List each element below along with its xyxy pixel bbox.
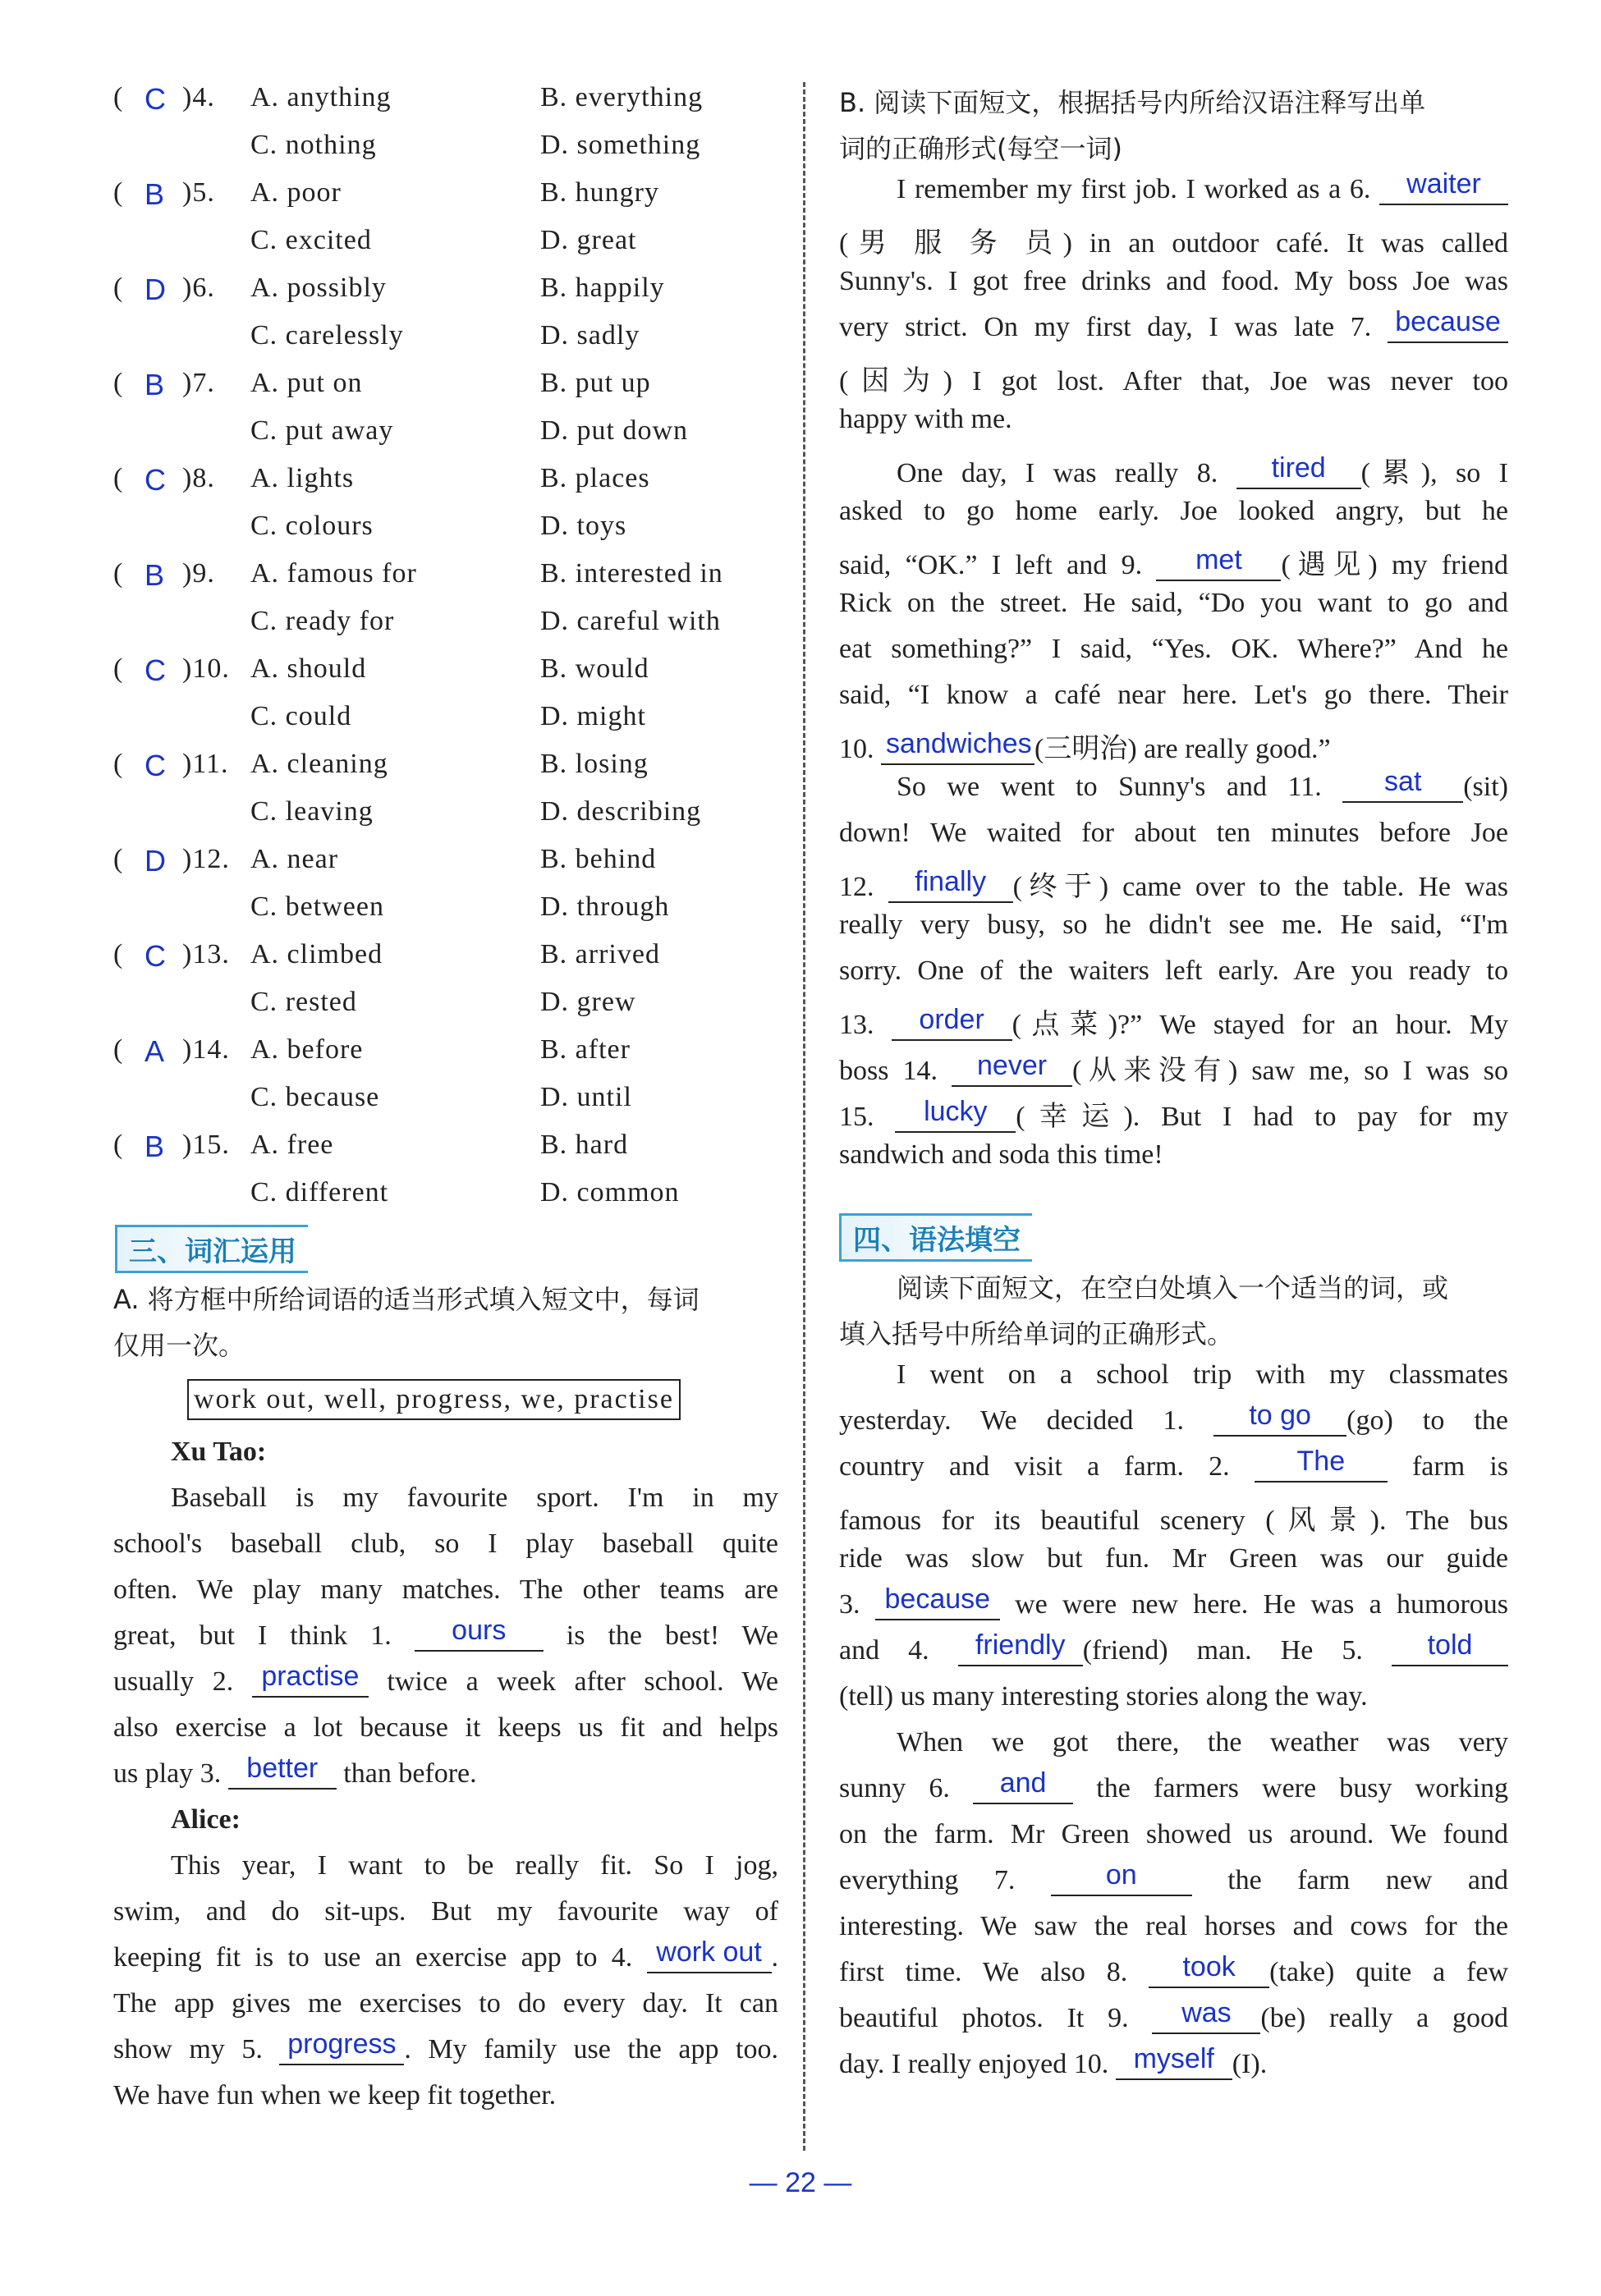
text-line: eat something?” I said, “Yes. OK. Where?” And he: [839, 634, 1508, 664]
mc-number: )6.: [182, 273, 215, 303]
answer-blank-12: finally: [888, 873, 1013, 903]
mc-option-d: D. sadly: [540, 320, 640, 351]
text-line: usually 2. practise twice a week after school. We: [113, 1661, 779, 1697]
answer-blank-3: better: [228, 1759, 337, 1790]
answer-blank-2: practise: [252, 1667, 369, 1698]
mc-option-b: B. happily: [540, 273, 665, 303]
text-line: 13. order (点菜)?” We stayed for an hour. My: [839, 1004, 1508, 1040]
mc-number: )15.: [182, 1130, 230, 1160]
text-line: Baseball is my favourite sport. I'm in my: [171, 1483, 778, 1513]
text-line: great, but I think 1. ours is the best! We: [113, 1615, 779, 1651]
mc-answer: B: [145, 368, 166, 401]
mc-question-row: [0, 177, 800, 218]
mc-option-c: C. nothing: [250, 130, 377, 160]
column-divider: [803, 82, 805, 2151]
mc-number: )9.: [182, 558, 215, 589]
grammar-blank-2: The: [1255, 1452, 1388, 1483]
answer-blank-1: ours: [415, 1621, 544, 1652]
answer-blank-14: never: [952, 1056, 1072, 1087]
mc-number: )10.: [182, 653, 230, 684]
mc-answer: A: [145, 1034, 166, 1068]
mc-option-d: D. toys: [540, 511, 627, 541]
mc-option-a: A. free: [250, 1130, 334, 1160]
instruction-b-line1: B. 阅读下面短文，根据括号内所给汉语注释写出单: [839, 87, 1426, 118]
text-line: When we got there, the weather was very: [897, 1727, 1508, 1758]
mc-option-d: D. careful with: [540, 606, 721, 636]
grammar-blank-4: friendly: [958, 1636, 1083, 1666]
mc-question-row-2: [0, 891, 800, 933]
mc-paren: (: [113, 1130, 124, 1160]
mc-answer: C: [145, 653, 167, 687]
grammar-blank-10: myself: [1116, 2050, 1232, 2080]
text-line: very strict. On my first day, I was late 7. because: [839, 312, 1508, 343]
text-line: 10. sandwiches(三明治) are really good.”: [839, 728, 1331, 764]
mc-option-c: C. because: [250, 1082, 380, 1112]
text-line: first time. We also 8. took (take) quite a few: [839, 1951, 1508, 1987]
answer-blank-8: tired: [1236, 459, 1361, 489]
mc-answer: B: [145, 1130, 166, 1163]
text-line: (男 服 务 员) in an outdoor café. It was called: [839, 228, 1508, 259]
mc-answer: D: [145, 844, 167, 878]
mc-number: )5.: [182, 177, 215, 208]
text-line: 3. because we were new here. He was a humorous: [839, 1583, 1508, 1620]
instruction-b-line2: 词的正确形式(每空一词): [839, 133, 1122, 164]
text-line: day. I really enjoyed 10. myself (I).: [839, 2043, 1268, 2079]
mc-option-d: D. describing: [540, 796, 702, 827]
answer-blank-5: progress: [279, 2035, 404, 2065]
mc-question-row-2: [0, 796, 800, 837]
mc-question-row-2: [0, 320, 800, 361]
mc-option-c: C. carelessly: [250, 320, 404, 351]
answer-blank-9: met: [1156, 551, 1281, 581]
grammar-blank-3: because: [875, 1590, 1000, 1620]
grammar-blank-7: on: [1051, 1866, 1192, 1896]
text-line: show my 5. progress . My family use the app too.: [113, 2028, 779, 2065]
text-line: asked to go home early. Joe looked angry, but he: [839, 496, 1508, 526]
text-line: everything 7. on the farm new and: [839, 1859, 1508, 1895]
section-title-grammar: 四、语法填空: [839, 1213, 1032, 1262]
text-line: I remember my first job. I worked as a 6. waiter: [897, 174, 1508, 205]
answer-blank-13: order: [892, 1011, 1012, 1041]
mc-question-row: [0, 1130, 800, 1171]
mc-option-a: A. poor: [250, 177, 342, 208]
text-line: interesting. We saw the real horses and cows for the: [839, 1911, 1508, 1941]
mc-question-row: [0, 939, 800, 980]
mc-paren: (: [113, 368, 124, 398]
mc-number: )13.: [182, 939, 230, 969]
grammar-blank-5: told: [1392, 1636, 1508, 1666]
mc-number: )11.: [182, 749, 229, 779]
page-number: — 22 —: [749, 2167, 852, 2198]
text-line: We have fun when we keep fit together.: [113, 2080, 557, 2110]
text-line: yesterday. We decided 1. to go (go) to the: [839, 1400, 1508, 1436]
mc-option-d: D. great: [540, 225, 637, 255]
mc-option-a: A. near: [250, 844, 339, 874]
mc-option-a: A. anything: [250, 82, 392, 112]
mc-option-a: A. before: [250, 1034, 364, 1065]
mc-paren: (: [113, 177, 124, 208]
mc-option-c: C. between: [250, 891, 384, 922]
mc-paren: (: [113, 463, 124, 493]
text-line: famous for its beautiful scenery (风景). The bus: [839, 1505, 1508, 1536]
mc-paren: (: [113, 273, 124, 303]
mc-option-d: D. until: [540, 1082, 632, 1112]
mc-option-c: C. rested: [250, 987, 357, 1017]
mc-number: )4.: [182, 82, 215, 112]
speaker-xu-tao: Xu Tao:: [171, 1437, 267, 1467]
text-line: sunny 6. and the farmers were busy working: [839, 1767, 1509, 1803]
mc-answer: C: [145, 749, 167, 782]
mc-option-c: C. leaving: [250, 796, 374, 827]
mc-option-a: A. climbed: [250, 939, 383, 969]
grammar-blank-9: was: [1152, 2004, 1260, 2034]
mc-question-row-2: [0, 606, 800, 647]
text-line: (tell) us many interesting stories along the way.: [839, 1681, 1368, 1712]
mc-option-d: D. put down: [540, 415, 689, 446]
grammar-blank-6: and: [973, 1774, 1073, 1804]
mc-question-row: [0, 558, 800, 599]
mc-number: )8.: [182, 463, 215, 493]
text-line: also exercise a lot because it keeps us fit and helps: [113, 1712, 778, 1743]
mc-number: )12.: [182, 844, 230, 874]
mc-option-b: B. hard: [540, 1130, 629, 1160]
mc-option-b: B. after: [540, 1034, 631, 1065]
instruction-a-line1: A. 将方框中所给词语的适当形式填入短文中，每词: [113, 1284, 700, 1315]
speaker-alice: Alice:: [171, 1804, 241, 1835]
mc-paren: (: [113, 844, 124, 874]
mc-option-b: B. put up: [540, 368, 651, 398]
instruction-grammar-line2: 填入括号中所给单词的正确形式。: [839, 1318, 1234, 1350]
mc-question-row-2: [0, 1177, 800, 1218]
mc-paren: (: [113, 653, 124, 684]
text-line: So we went to Sunny's and 11. sat (sit): [897, 766, 1509, 802]
mc-answer: D: [145, 273, 167, 306]
grammar-blank-1: to go: [1213, 1406, 1346, 1437]
text-line: said, “OK.” I left and 9. met (遇见) my friend: [839, 544, 1508, 580]
text-line: Sunny's. I got free drinks and food. My boss Joe was: [839, 266, 1508, 296]
mc-option-a: A. possibly: [250, 273, 387, 303]
text-line: sorry. One of the waiters left early. Are you ready to: [839, 956, 1508, 986]
mc-answer: C: [145, 82, 167, 116]
answer-blank-7: because: [1388, 313, 1508, 343]
text-line: and 4. friendly (friend) man. He 5. told: [839, 1635, 1508, 1666]
mc-answer: B: [145, 177, 166, 211]
mc-option-b: B. would: [540, 653, 649, 684]
mc-question-row: [0, 82, 800, 123]
answer-blank-11: sat: [1342, 772, 1463, 803]
mc-option-b: B. losing: [540, 749, 649, 779]
mc-option-d: D. something: [540, 130, 701, 160]
mc-answer: C: [145, 463, 167, 497]
word-box: work out, well, progress, we, practise: [187, 1379, 681, 1420]
mc-question-row-2: [0, 987, 800, 1028]
mc-option-d: D. through: [540, 891, 670, 922]
text-line: This year, I want to be really fit. So I jog,: [171, 1850, 778, 1881]
answer-blank-15: lucky: [895, 1102, 1016, 1133]
text-line: often. We play many matches. The other teams are: [113, 1574, 778, 1605]
mc-paren: (: [113, 558, 124, 589]
mc-option-a: A. cleaning: [250, 749, 388, 779]
answer-blank-4: work out: [647, 1943, 772, 1973]
text-line: sandwich and soda this time!: [839, 1139, 1163, 1170]
mc-option-a: A. famous for: [250, 558, 417, 589]
text-line: 12. finally (终于) came over to the table. He was: [839, 866, 1509, 902]
mc-option-c: C. ready for: [250, 606, 395, 636]
mc-option-b: B. hungry: [540, 177, 659, 208]
text-line: said, “I know a café near here. Let's go there. Their: [839, 680, 1508, 710]
answer-blank-6: waiter: [1379, 175, 1508, 205]
mc-answer: B: [145, 558, 166, 592]
text-line: keeping fit is to use an exercise app to 4. work out .: [113, 1936, 779, 1973]
mc-answer: C: [145, 939, 167, 973]
mc-option-b: B. places: [540, 463, 650, 493]
mc-option-c: C. put away: [250, 415, 394, 446]
mc-number: )7.: [182, 368, 215, 398]
mc-number: )14.: [182, 1034, 230, 1065]
text-line: school's baseball club, so I play baseball quite: [113, 1528, 778, 1559]
mc-paren: (: [113, 82, 124, 112]
mc-question-row: [0, 368, 800, 409]
mc-question-row: [0, 273, 800, 314]
text-line: Rick on the street. He said, “Do you want to go and: [839, 588, 1508, 618]
mc-question-row-2: [0, 415, 800, 456]
text-line: happy with me.: [839, 404, 1012, 434]
mc-question-row-2: [0, 701, 800, 742]
mc-option-b: B. behind: [540, 844, 657, 874]
mc-option-d: D. common: [540, 1177, 680, 1208]
section-title-vocabulary: 三、词汇运用: [115, 1225, 308, 1273]
grammar-blank-8: took: [1149, 1958, 1269, 1988]
text-line: One day, I was really 8. tired (累), so I: [897, 452, 1509, 488]
mc-question-row: [0, 653, 800, 694]
instruction-grammar-line1: 阅读下面短文，在空白处填入一个适当的词，或: [897, 1272, 1449, 1304]
mc-question-row: [0, 463, 800, 504]
mc-option-d: D. grew: [540, 987, 636, 1017]
text-line: The app gives me exercises to do every day. It can: [113, 1988, 778, 2019]
text-line: country and visit a farm. 2. The farm is: [839, 1446, 1509, 1482]
mc-question-row-2: [0, 225, 800, 266]
mc-question-row: [0, 749, 800, 790]
mc-option-c: C. colours: [250, 511, 374, 541]
mc-paren: (: [113, 1034, 124, 1065]
mc-paren: (: [113, 939, 124, 969]
mc-option-a: A. lights: [250, 463, 355, 493]
mc-option-a: A. should: [250, 653, 367, 684]
text-line: on the farm. Mr Green showed us around. We found: [839, 1819, 1508, 1849]
text-line: I went on a school trip with my classmates: [897, 1359, 1508, 1390]
text-line: beautiful photos. It 9. was (be) really a good: [839, 1997, 1508, 2033]
mc-question-row-2: [0, 130, 800, 171]
answer-blank-10: sandwiches: [881, 735, 1034, 765]
mc-option-a: A. put on: [250, 368, 363, 398]
mc-option-c: C. different: [250, 1177, 389, 1208]
mc-option-b: B. interested in: [540, 558, 723, 589]
mc-question-row: [0, 844, 800, 885]
text-line: boss 14. never (从来没有) saw me, so I was so: [839, 1050, 1509, 1086]
text-line: (因为) I got lost. After that, Joe was never too: [839, 366, 1508, 396]
mc-option-c: C. could: [250, 701, 352, 731]
text-line: us play 3. better than before.: [113, 1753, 477, 1789]
text-line: swim, and do sit-ups. But my favourite way of: [113, 1896, 778, 1927]
mc-option-c: C. excited: [250, 225, 372, 255]
mc-question-row: [0, 1034, 800, 1075]
mc-option-b: B. everything: [540, 82, 704, 112]
mc-option-b: B. arrived: [540, 939, 660, 969]
text-line: 15. lucky (幸运). But I had to pay for my: [839, 1096, 1509, 1132]
mc-paren: (: [113, 749, 124, 779]
mc-question-row-2: [0, 511, 800, 552]
text-line: really very busy, so he didn't see me. He said, “I'm: [839, 910, 1508, 940]
mc-question-row-2: [0, 1082, 800, 1123]
text-line: ride was slow but fun. Mr Green was our guide: [839, 1543, 1508, 1574]
mc-option-d: D. might: [540, 701, 646, 731]
instruction-a-line2: 仅用一次。: [113, 1330, 245, 1361]
text-line: down! We waited for about ten minutes before Joe: [839, 818, 1508, 848]
